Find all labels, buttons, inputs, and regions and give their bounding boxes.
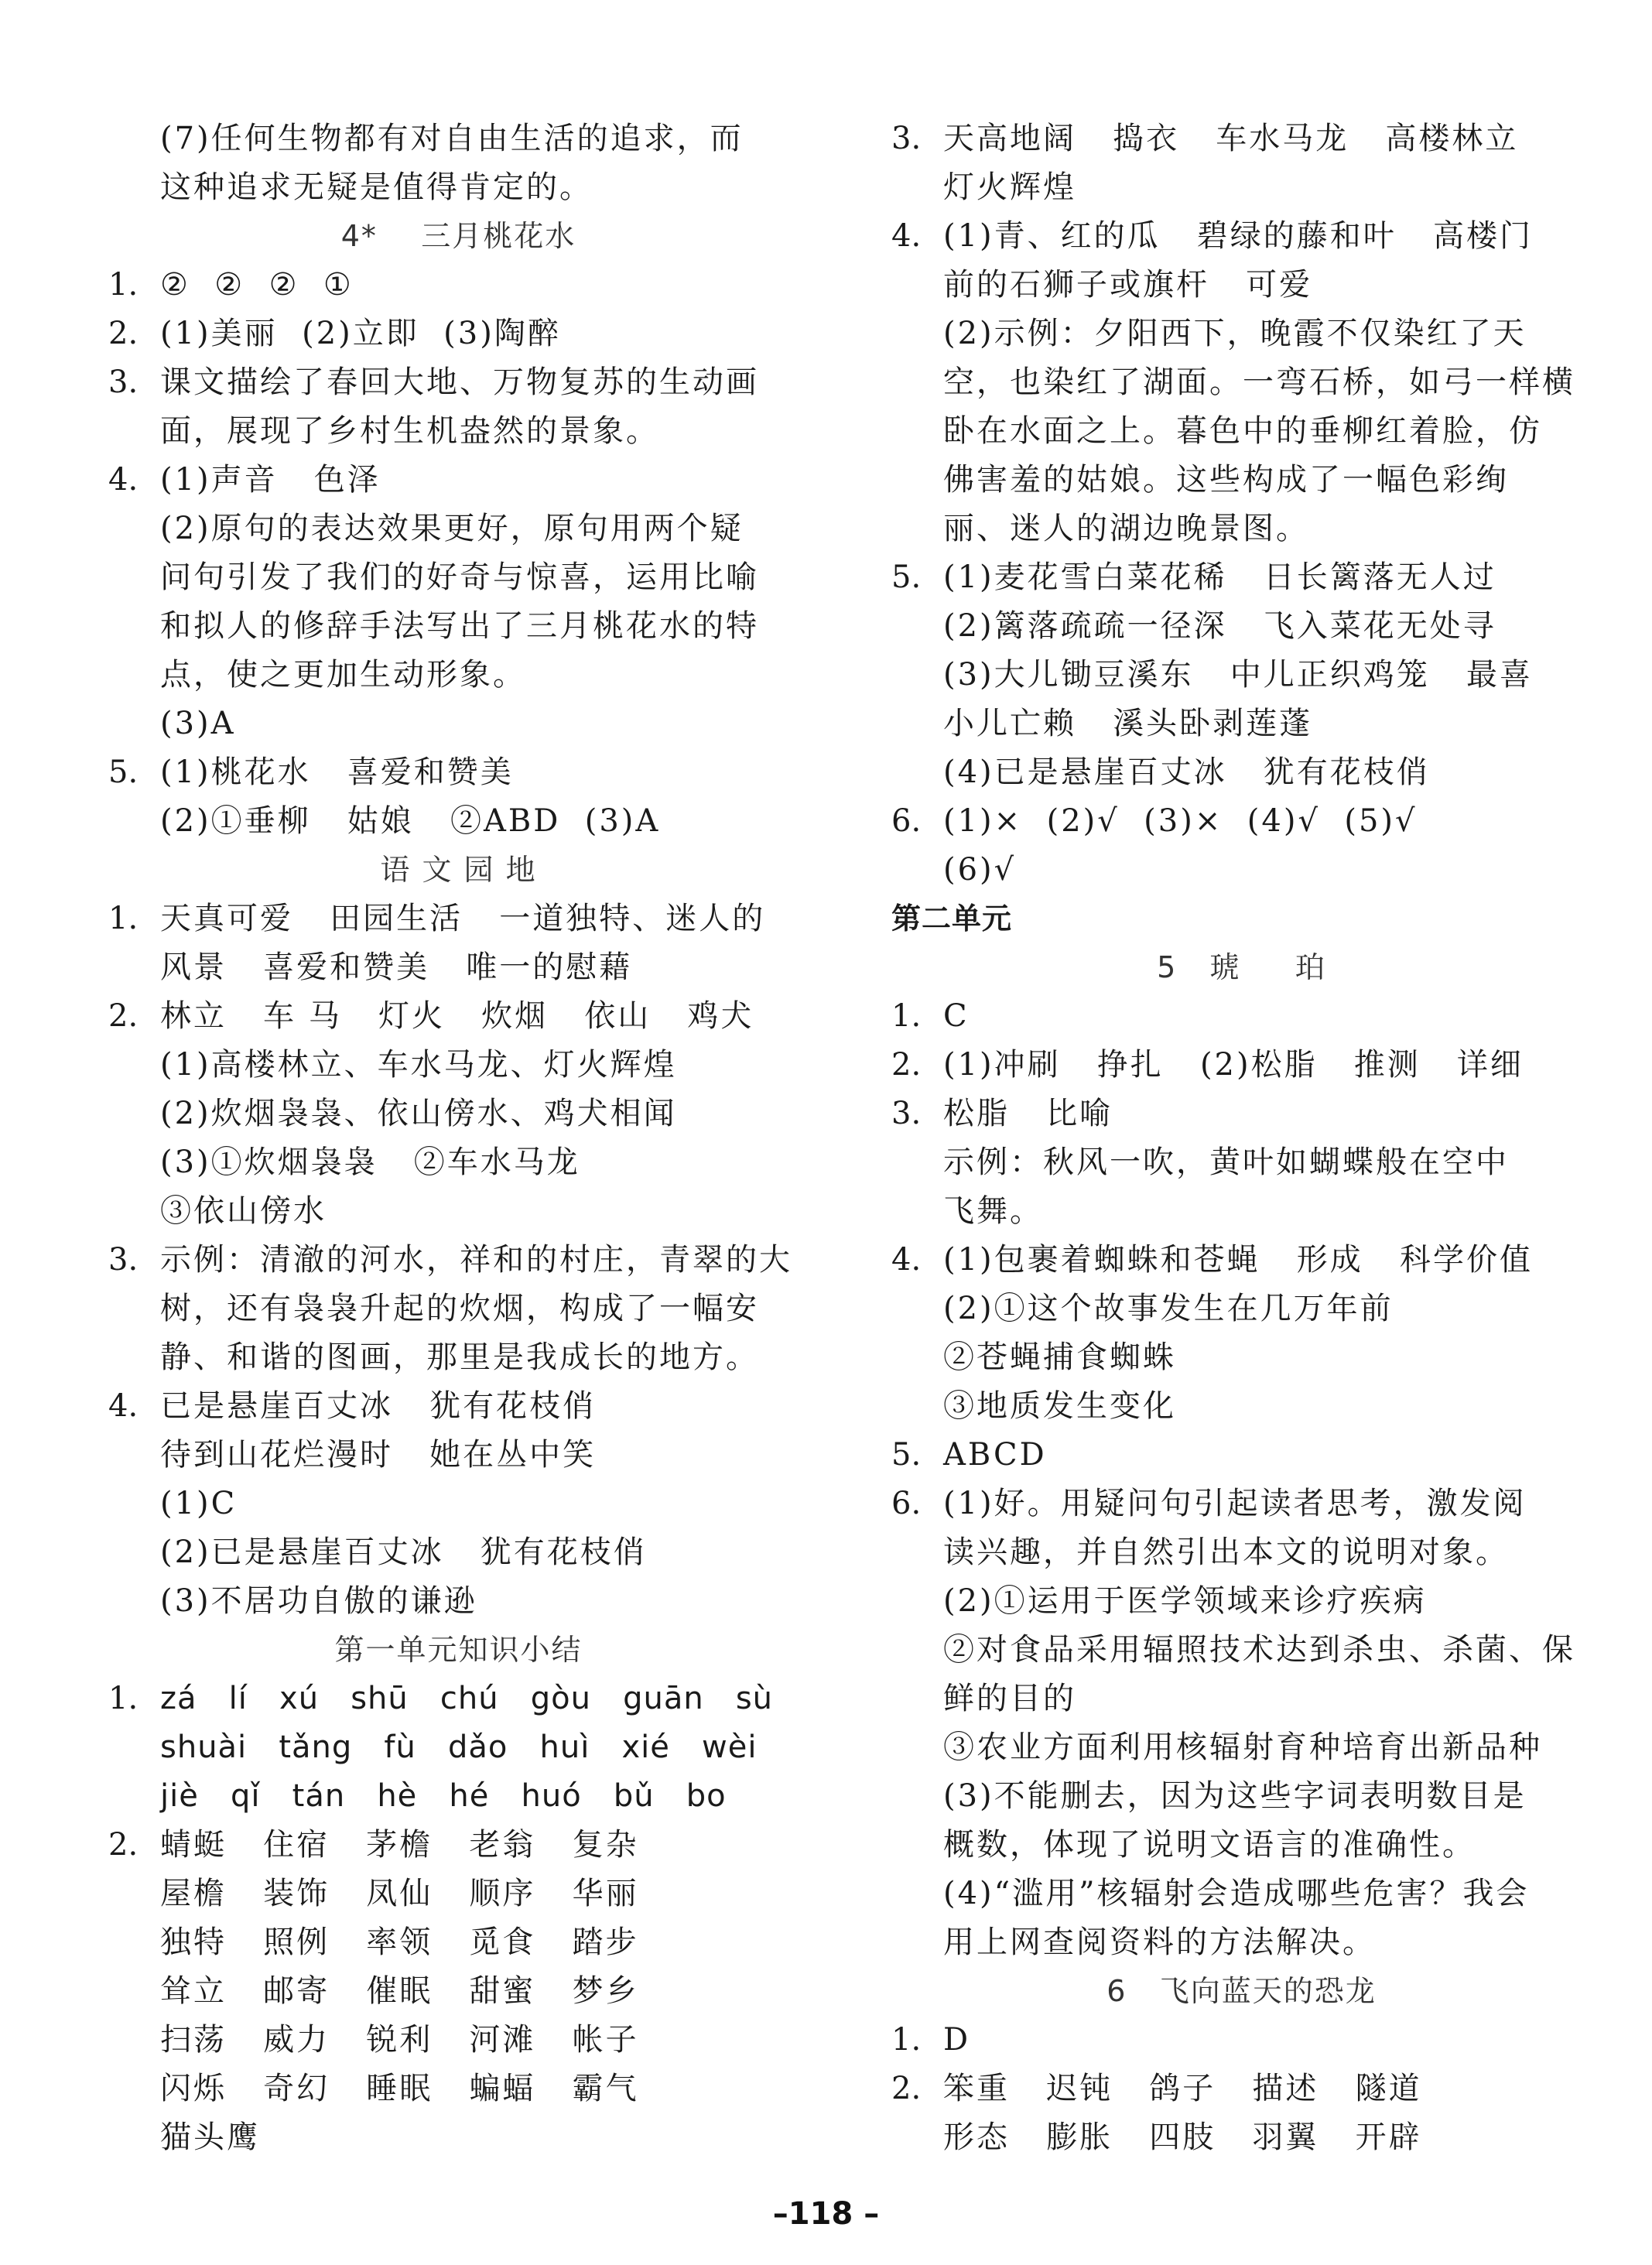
question-number: 5.	[891, 1437, 922, 1473]
answer-line	[108, 1090, 809, 1138]
answer-line	[108, 1333, 809, 1382]
answer-text: 卧在水面之上。暮色中的垂柳红着脸，仿	[943, 413, 1542, 449]
answer-line	[108, 1918, 809, 1967]
answer-text: 第二单元	[891, 902, 1013, 936]
answer-text: 天真可爱 田园生活 一道独特、迷人的	[160, 901, 766, 936]
answer-line	[891, 1285, 1592, 1333]
answer-text: (1)高楼林立、车水马龙、灯火辉煌	[160, 1047, 677, 1083]
answer-line	[108, 115, 809, 163]
answer-line	[108, 1577, 809, 1626]
answer-line	[891, 602, 1592, 651]
answer-text: 示例：秋风一吹，黄叶如蝴蝶般在空中	[943, 1144, 1509, 1180]
answer-text: 小儿亡赖 溪头卧剥莲蓬	[943, 706, 1313, 741]
answer-text: (3)①炊烟袅袅 ②车水马龙	[160, 1144, 580, 1180]
answer-text: 佛害羞的姑娘。这些构成了一幅色彩绚	[943, 462, 1509, 498]
answer-text: (4)“滥用”核辐射会造成哪些危害？我会	[943, 1876, 1530, 1911]
answer-line	[108, 1528, 809, 1577]
answer-line	[108, 1041, 809, 1090]
answer-text: 飞舞。	[943, 1193, 1043, 1229]
answer-text: (4)已是悬崖百丈冰 犹有花枝俏	[943, 754, 1430, 790]
answer-text: (1)× (2)√ (3)× (4)√ (5)√	[943, 803, 1418, 839]
answer-text: (2)已是悬崖百丈冰 犹有花枝俏	[160, 1535, 647, 1570]
answer-text: (2)示例：夕阳西下，晚霞不仅染红了天	[943, 316, 1527, 351]
question-number: 4.	[891, 1242, 922, 1278]
question-number: 2.	[108, 998, 139, 1034]
answer-line	[891, 1333, 1592, 1382]
answer-line	[108, 553, 809, 602]
answer-text: shuài tǎng fù dǎo huì xié wèi	[160, 1730, 758, 1765]
section-heading	[108, 846, 809, 895]
answer-text: (3)A	[160, 706, 236, 741]
answer-line	[891, 163, 1592, 212]
answer-line	[108, 2016, 809, 2065]
answer-text: (2)原句的表达效果更好，原句用两个疑	[160, 511, 744, 546]
answer-text: (2)①垂柳 姑娘 ②ABD (3)A	[160, 803, 661, 839]
answer-text: 课文描绘了春回大地、万物复苏的生动画	[160, 364, 759, 400]
answer-text: 林立 车 马 灯火 炊烟 依山 鸡犬	[160, 998, 754, 1034]
answer-line	[108, 1870, 809, 1918]
answer-line	[891, 1723, 1592, 1772]
answer-line	[108, 261, 809, 310]
answer-line	[108, 2113, 809, 2162]
answer-text: 问句引发了我们的好奇与惊喜，运用比喻	[160, 559, 759, 595]
answer-line	[891, 1236, 1592, 1285]
answer-line	[891, 1138, 1592, 1187]
answer-line	[891, 505, 1592, 553]
answer-line	[891, 212, 1592, 261]
question-number: 1.	[108, 1681, 139, 1716]
answer-line	[891, 1431, 1592, 1480]
answer-line	[108, 505, 809, 553]
answer-line	[891, 310, 1592, 358]
answer-line	[108, 992, 809, 1041]
question-number: 6.	[891, 803, 922, 839]
answer-text: (1)美丽 (2)立即 (3)陶醉	[160, 316, 561, 351]
answer-text: 蜻蜓 住宿 茅檐 老翁 复杂	[160, 1827, 639, 1863]
answer-text: 独特 照例 率领 觅食 踏步	[160, 1925, 639, 1960]
answer-text: ③地质发生变化	[943, 1388, 1176, 1424]
section-heading	[891, 943, 1592, 992]
answer-line	[108, 2065, 809, 2113]
answer-text: 灯火辉煌	[943, 169, 1076, 205]
question-number: 3.	[891, 1096, 922, 1131]
answer-text: 这种追求无疑是值得肯定的。	[160, 169, 593, 205]
answer-text: 读兴趣，并自然引出本文的说明对象。	[943, 1535, 1509, 1570]
question-number: 3.	[108, 364, 139, 400]
answer-line	[891, 1918, 1592, 1967]
answer-line	[891, 846, 1592, 895]
answer-text: 耸立 邮寄 催眠 甜蜜 梦乡	[160, 1973, 639, 2009]
answer-text: ② ② ② ①	[160, 267, 354, 303]
answer-line	[108, 1821, 809, 1870]
answer-text: 待到山花烂漫时 她在丛中笑	[160, 1437, 597, 1473]
answer-text: 闪烁 奇幻 睡眠 蝙蝠 霸气	[160, 2071, 639, 2106]
answer-text: 用上网查阅资料的方法解决。	[943, 1925, 1376, 1960]
answer-line	[108, 1382, 809, 1431]
question-number: 3.	[891, 121, 922, 156]
answer-line	[108, 602, 809, 651]
section-heading-text: 4* 三月桃花水	[340, 219, 576, 253]
section-heading-text: 语 文 园 地	[380, 853, 537, 887]
answer-text: 屋檐 装饰 凤仙 顺序 华丽	[160, 1876, 639, 1911]
answer-line	[108, 700, 809, 748]
answer-text: (3)不能删去，因为这些字词表明数目是	[943, 1778, 1527, 1814]
answer-line	[891, 2113, 1592, 2162]
answer-line	[891, 700, 1592, 748]
answer-line	[108, 1138, 809, 1187]
answer-line	[108, 1187, 809, 1236]
answer-text: (7)任何生物都有对自由生活的追求，而	[160, 121, 744, 156]
answer-line	[891, 261, 1592, 310]
answer-text: 形态 膨胀 四肢 羽翼 开辟	[943, 2120, 1422, 2155]
answer-text: ②苍蝇捕食蜘蛛	[943, 1339, 1176, 1375]
question-number: 1.	[108, 901, 139, 936]
answer-text: (1)桃花水 喜爱和赞美	[160, 754, 514, 790]
answer-text: ABCD	[943, 1437, 1047, 1473]
answer-text: 和拟人的修辞手法写出了三月桃花水的特	[160, 608, 759, 644]
answer-text: 面，展现了乡村生机盎然的景象。	[160, 413, 659, 449]
answer-line	[891, 651, 1592, 700]
answer-text: (2)①这个故事发生在几万年前	[943, 1291, 1394, 1326]
answer-text: 扫荡 威力 锐利 河滩 帐子	[160, 2022, 639, 2058]
answer-text: 松脂 比喻	[943, 1096, 1113, 1131]
answer-line	[891, 1528, 1592, 1577]
answer-line	[108, 1480, 809, 1528]
answer-text: ③依山傍水	[160, 1193, 327, 1229]
answer-text: (1)声音 色泽	[160, 462, 381, 498]
answer-text: 鲜的目的	[943, 1681, 1076, 1716]
answer-text: jiè qǐ tán hè hé huó bǔ bo	[160, 1778, 727, 1814]
answer-line	[891, 1480, 1592, 1528]
answer-text: 概数，体现了说明文语言的准确性。	[943, 1827, 1476, 1863]
answer-line	[108, 1236, 809, 1285]
answer-text: 猫头鹰	[160, 2120, 260, 2155]
answer-line	[891, 1577, 1592, 1626]
answer-line	[891, 748, 1592, 797]
answer-text: zá lí xú shū chú gòu guān sù	[160, 1681, 774, 1716]
answer-text: (1)冲刷 挣扎 (2)松脂 推测 详细	[943, 1047, 1524, 1083]
answer-line	[891, 1772, 1592, 1821]
answer-text: 天高地阔 捣衣 车水马龙 高楼林立	[943, 121, 1519, 156]
answer-text: 树，还有袅袅升起的炊烟，构成了一幅安	[160, 1291, 759, 1326]
answer-text: 示例：清澈的河水，祥和的村庄，青翠的大	[160, 1242, 792, 1278]
question-number: 2.	[891, 1047, 922, 1083]
page-number: –118 –	[772, 2196, 880, 2232]
answer-text: 风景 喜爱和赞美 唯一的慰藉	[160, 949, 633, 985]
answer-text: (1)青、红的瓜 碧绿的藤和叶 高楼门	[943, 218, 1533, 254]
answer-line	[891, 1675, 1592, 1723]
answer-text: (2)篱落疏疏一径深 飞入菜花无处寻	[943, 608, 1496, 644]
answer-text: (2)①运用于医学领域来诊疗疾病	[943, 1583, 1427, 1619]
question-number: 2.	[108, 1827, 139, 1863]
left-column	[108, 115, 809, 2162]
answer-line	[108, 748, 809, 797]
answer-line	[891, 358, 1592, 407]
answer-text: (1)包裹着蜘蛛和苍蝇 形成 科学价值	[943, 1242, 1533, 1278]
answer-line	[891, 1090, 1592, 1138]
answer-line	[891, 1382, 1592, 1431]
unit-heading	[891, 895, 1592, 943]
answer-line	[891, 407, 1592, 456]
answer-text: 点，使之更加生动形象。	[160, 657, 526, 693]
answer-text: (3)不居功自傲的谦逊	[160, 1583, 477, 1619]
answer-text: ②对食品采用辐照技术达到杀虫、杀菌、保	[943, 1632, 1575, 1668]
answer-line	[108, 1675, 809, 1723]
answer-line	[891, 1041, 1592, 1090]
answer-text: ③农业方面利用核辐射育种培育出新品种	[943, 1730, 1542, 1765]
question-number: 1.	[891, 2022, 922, 2058]
answer-line	[891, 2016, 1592, 2065]
question-number: 1.	[891, 998, 922, 1034]
answer-text: 空，也染红了湖面。一弯石桥，如弓一样横	[943, 364, 1575, 400]
answer-line	[891, 115, 1592, 163]
answer-line	[108, 456, 809, 505]
question-number: 6.	[891, 1486, 922, 1521]
answer-text: 已是悬崖百丈冰 犹有花枝俏	[160, 1388, 597, 1424]
question-number: 2.	[891, 2071, 922, 2106]
answer-line	[108, 358, 809, 407]
answer-line	[108, 1285, 809, 1333]
section-heading	[891, 1967, 1592, 2016]
question-number: 5.	[891, 559, 922, 595]
answer-text: (2)炊烟袅袅、依山傍水、鸡犬相闻	[160, 1096, 677, 1131]
answer-text: (6)√	[943, 852, 1017, 888]
answer-line	[108, 1723, 809, 1772]
question-number: 4.	[891, 218, 922, 254]
section-heading	[108, 1626, 809, 1675]
answer-line	[108, 651, 809, 700]
answer-line	[108, 310, 809, 358]
answer-text: 前的石狮子或旗杆 可爱	[943, 267, 1313, 303]
question-number: 4.	[108, 462, 139, 498]
answer-line	[891, 2065, 1592, 2113]
answer-text: 丽、迷人的湖边晚景图。	[943, 511, 1309, 546]
answer-line	[891, 1870, 1592, 1918]
answer-text: (3)大儿锄豆溪东 中儿正织鸡笼 最喜	[943, 657, 1533, 693]
section-heading	[108, 212, 809, 261]
question-number: 4.	[108, 1388, 139, 1424]
answer-line	[108, 407, 809, 456]
answer-line	[108, 1967, 809, 2016]
answer-text: (1)麦花雪白菜花稀 日长篱落无人过	[943, 559, 1496, 595]
answer-text: D	[943, 2022, 971, 2058]
answer-line	[108, 1431, 809, 1480]
answer-line	[891, 456, 1592, 505]
right-column	[891, 115, 1592, 2162]
question-number: 1.	[108, 267, 139, 303]
section-heading-text: 第一单元知识小结	[334, 1633, 583, 1667]
answer-line	[891, 992, 1592, 1041]
answer-line	[891, 1626, 1592, 1675]
answer-line	[108, 1772, 809, 1821]
answer-text: 笨重 迟钝 鸽子 描述 隧道	[943, 2071, 1422, 2106]
section-heading-text: 6 飞向蓝天的恐龙	[1106, 1974, 1377, 2008]
answer-line	[108, 943, 809, 992]
answer-text: C	[943, 998, 970, 1034]
answer-line	[891, 1821, 1592, 1870]
answer-line	[891, 1187, 1592, 1236]
answer-line	[108, 797, 809, 846]
section-heading-text: 5 琥 珀	[1157, 950, 1326, 984]
answer-text: (1)C	[160, 1486, 238, 1521]
answer-line	[108, 895, 809, 943]
answer-text: (1)好。用疑问句引起读者思考，激发阅	[943, 1486, 1527, 1521]
question-number: 3.	[108, 1242, 139, 1278]
answer-line	[108, 163, 809, 212]
question-number: 2.	[108, 316, 139, 351]
answer-line	[891, 797, 1592, 846]
question-number: 5.	[108, 754, 139, 790]
answer-text: 静、和谐的图画，那里是我成长的地方。	[160, 1339, 759, 1375]
answer-line	[891, 553, 1592, 602]
